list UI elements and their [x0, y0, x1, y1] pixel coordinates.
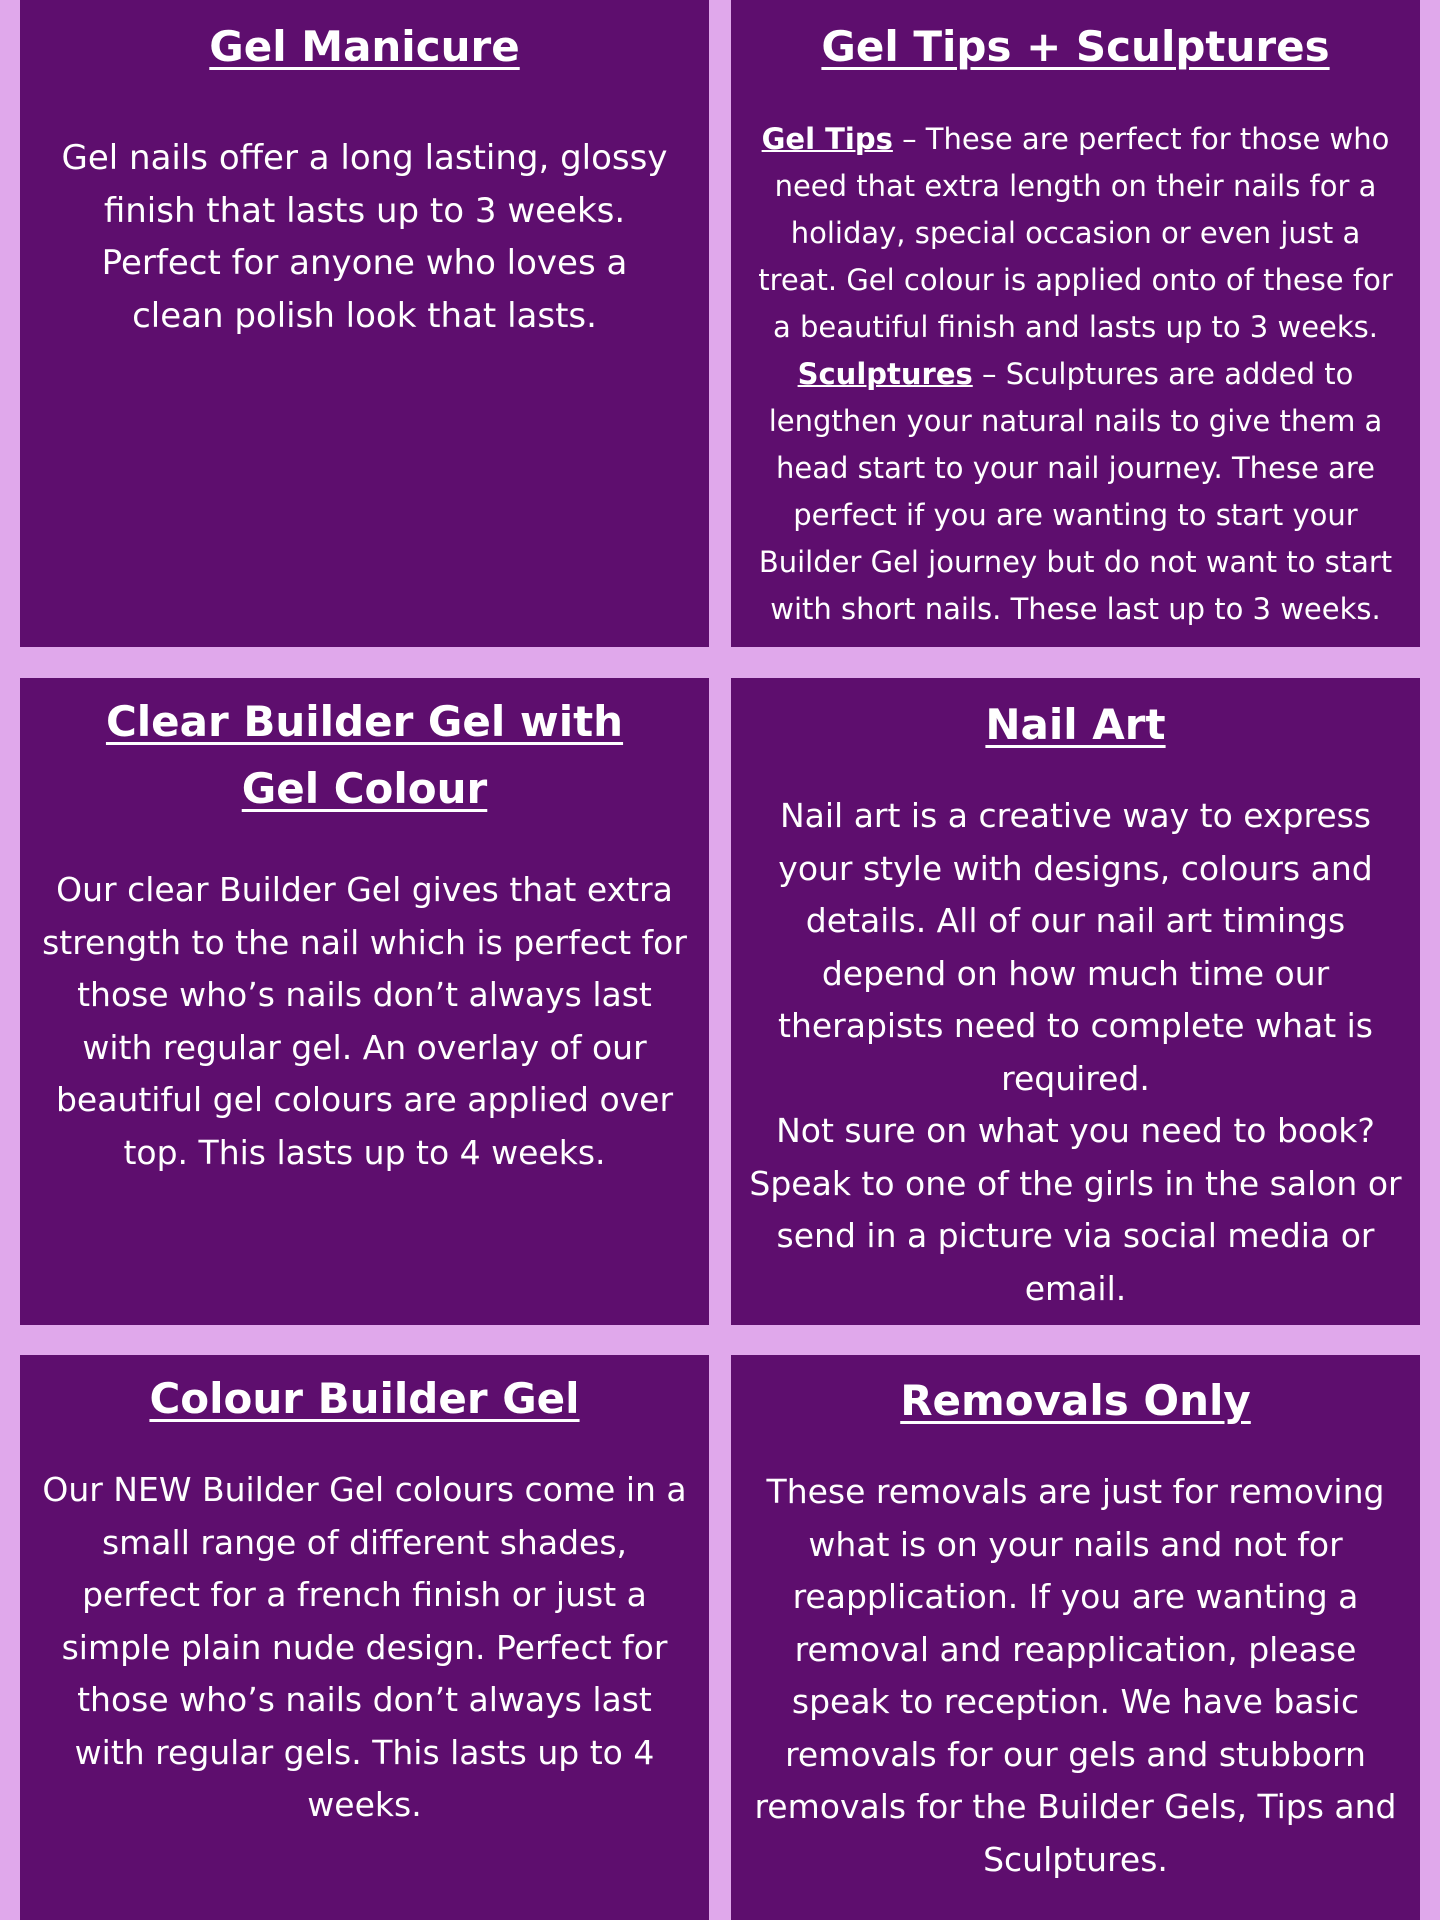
removals-only-title: Removals Only: [900, 1376, 1251, 1425]
gel-tips-sculptures-description: [731, 80, 1420, 633]
nail-art-paragraph-1: Nail art is a creative way to express your style with designs, colours and details. All of our nail art timings depend on how much time our therapists need to complete what is required.: [778, 796, 1373, 1098]
gel-tips-label: Gel Tips: [761, 122, 893, 156]
clear-builder-gel-title: Clear Builder Gel with Gel Colour: [105, 697, 624, 813]
gel-tips-paragraph: [749, 116, 1402, 351]
nail-art-paragraph-2: Not sure on what you need to book? Speak to one of the girls in the salon or send in a picture via social media or email.: [749, 1111, 1402, 1308]
nail-art-title: Nail Art: [985, 700, 1166, 749]
clear-builder-gel-description: Our clear Builder Gel gives that extra strength to the nail which is perfect for those who’s nails don’t always last with regular gel. An overlay of our beautiful gel colours are applied over top. This lasts up to 4 weeks.: [42, 870, 687, 1172]
card-gel-tips-sculptures: [731, 0, 1420, 647]
card-nail-art: [731, 678, 1420, 1325]
card-gel-manicure: [20, 0, 709, 647]
sculptures-label: Sculptures: [797, 357, 973, 391]
gel-manicure-description: Gel nails offer a long lasting, glossy finish that lasts up to 3 weeks. Perfect for anyone who loves a clean polish look that lasts.: [61, 138, 668, 336]
sculptures-paragraph: [749, 351, 1402, 633]
gel-tips-sculptures-title: Gel Tips + Sculptures: [821, 22, 1330, 71]
card-removals-only: [731, 1355, 1420, 1920]
card-colour-builder-gel: [20, 1355, 709, 1920]
sculptures-text: – Sculptures are added to lengthen your natural nails to give them a head start to your nail journey. These are perfect if you are wanting to start your Builder Gel journey but do not want to start with short nails. These last up to 3 weeks.: [758, 357, 1393, 626]
card-clear-builder-gel: [20, 678, 709, 1325]
removals-only-description: These removals are just for removing what is on your nails and not for reapplication. If you are wanting a removal and reapplication, please speak to reception. We have basic removals for our gels and stubborn removals for the Builder Gels, Tips and Sculptures.: [754, 1472, 1397, 1879]
colour-builder-gel-description: Our NEW Builder Gel colours come in a small range of different shades, perfect for a french finish or just a simple plain nude design. Perfect for those who’s nails don’t always last with regular gels. This lasts up to 4 weeks.: [42, 1470, 687, 1824]
colour-builder-gel-title: Colour Builder Gel: [149, 1374, 580, 1423]
nail-art-description: [731, 758, 1420, 1315]
gel-tips-text: – These are perfect for those who need that extra length on their nails for a holiday, special occasion or even just a treat. Gel colour is applied onto of these for a beautiful finish and lasts up to 3 weeks.: [758, 122, 1393, 344]
gel-manicure-title: Gel Manicure: [209, 22, 520, 71]
